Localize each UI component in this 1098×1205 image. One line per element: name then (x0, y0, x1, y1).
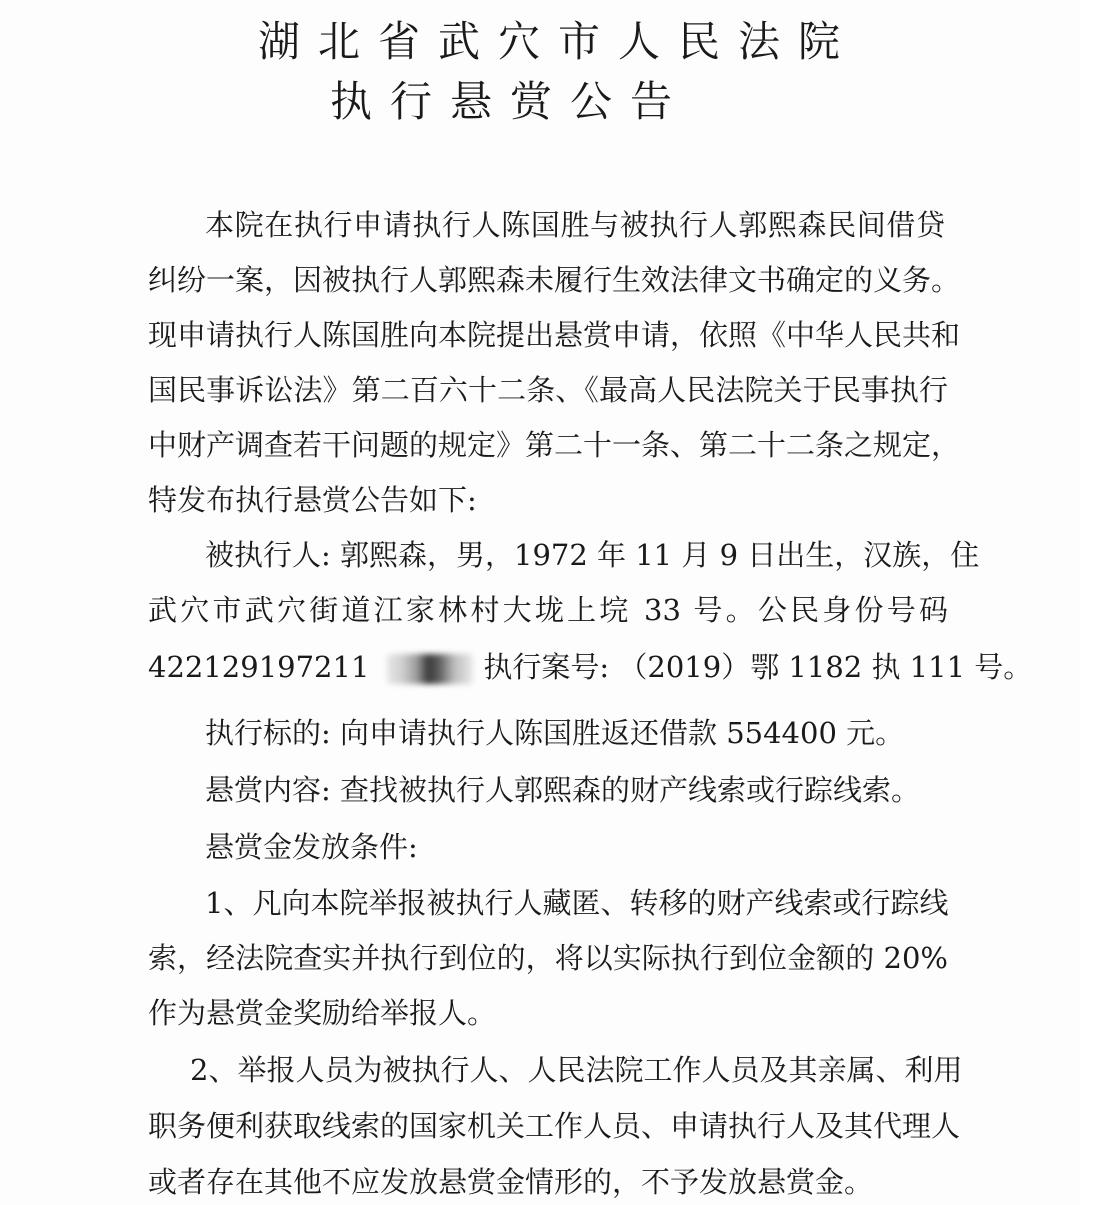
paragraph-1-line: 纠纷一案，因被执行人郭熙森未履行生效法律文书确定的义务。 (148, 263, 961, 297)
condition-2-line: 职务便利获取线索的国家机关工作人员、申请执行人及其代理人 (148, 1109, 961, 1143)
respondent-info-line: 武穴市武穴街道江家林村大垅上垸 33 号。公民身份号码 (148, 593, 948, 627)
execution-target-line: 执行标的: 向申请执行人陈国胜返还借款 554400 元。 (205, 716, 905, 750)
paragraph-1-line: 国民事诉讼法》第二百六十二条、《最高人民法院关于民事执行 (148, 373, 948, 407)
paragraph-1-line: 现申请执行人陈国胜向本院提出悬赏申请，依照《中华人民共和 (148, 318, 961, 352)
redacted-id-blur (387, 654, 473, 684)
notice-title: 执行悬赏公告 (329, 77, 690, 126)
paragraph-1-line: 本院在执行申请执行人陈国胜与被执行人郭熙森民间借贷 (205, 208, 945, 242)
respondent-info-line: 被执行人: 郭熙森，男，1972 年 11 月 9 日出生，汉族，住 (205, 538, 980, 572)
condition-1-line: 作为悬赏金奖励给举报人。 (148, 996, 497, 1030)
paragraph-1-line: 特发布执行悬赏公告如下: (148, 483, 477, 517)
condition-2-line: 2、举报人员为被执行人、人民法院工作人员及其亲属、利用 (190, 1053, 963, 1087)
paragraph-1-line: 中财产调查若干问题的规定》第二十一条、第二十二条之规定， (148, 428, 961, 462)
condition-2-line: 或者存在其他不应发放悬赏金情形的，不予发放悬赏金。 (148, 1165, 874, 1199)
condition-1-line: 索，经法院查实并执行到位的，将以实际执行到位金额的 20% (148, 941, 948, 975)
case-number: 执行案号: （2019）鄂 1182 执 111 号。 (483, 650, 1033, 684)
condition-1-line: 1、凡向本院举报被执行人藏匿、转移的财产线索或行踪线 (205, 886, 949, 920)
conditions-heading: 悬赏金发放条件: (205, 830, 418, 864)
id-number-partial: 422129197211 (148, 650, 370, 684)
id-and-case-line (148, 647, 1033, 687)
reward-content-line: 悬赏内容: 查找被执行人郭熙森的财产线索或行踪线索。 (205, 773, 920, 807)
court-name-title: 湖北省武穴市人民法院 (257, 17, 858, 66)
